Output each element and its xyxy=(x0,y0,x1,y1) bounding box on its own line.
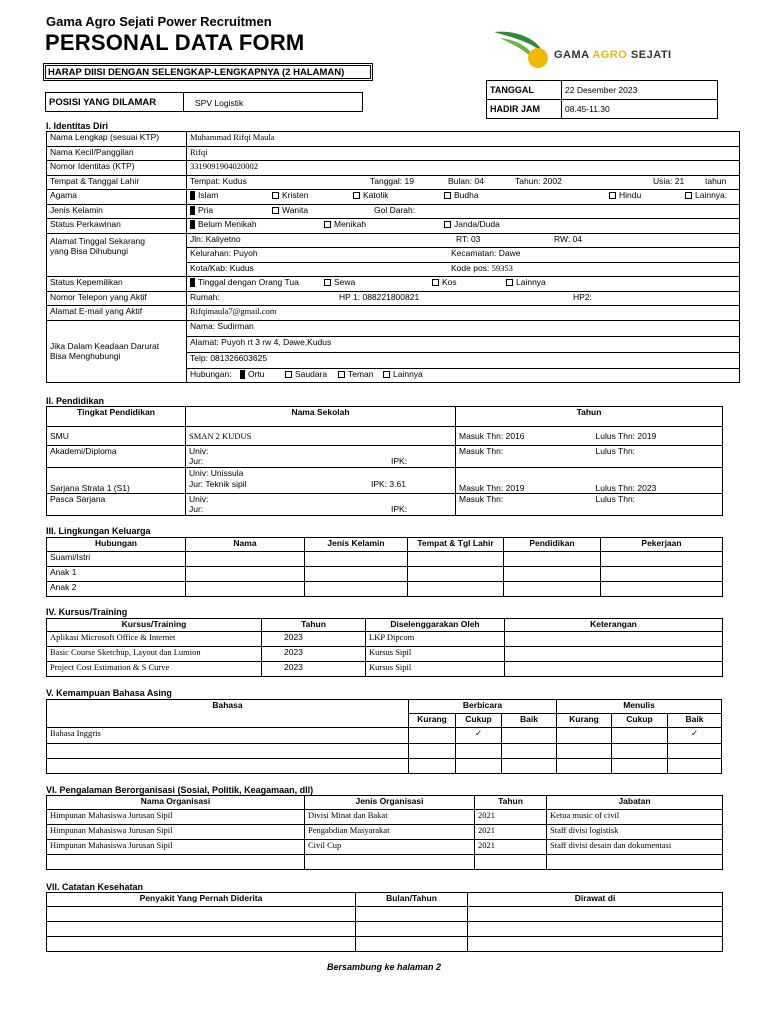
treated-at-header: Dirawat di xyxy=(468,893,723,907)
table-row: Basic Course Sketchup, Layout dan Lumion 2023 Kursus Sipil xyxy=(47,647,723,662)
training-organizer-header: Diselenggarakan Oleh xyxy=(366,619,505,632)
diploma-univ[interactable]: Univ: xyxy=(189,446,209,456)
blood-type-label[interactable]: Gol Darah: xyxy=(374,204,416,215)
nickname-value[interactable]: Rifqi xyxy=(187,146,740,161)
training-year-header: Tahun xyxy=(262,619,366,632)
religion-option-hindu[interactable]: Hindu xyxy=(609,190,641,200)
school-name-header: Nama Sekolah xyxy=(186,407,456,427)
leaf-logo-icon xyxy=(492,28,552,72)
master-major[interactable]: Jur: xyxy=(189,504,204,514)
table-row xyxy=(47,552,723,567)
training-course-header: Kursus/Training xyxy=(47,619,262,632)
logo-wordmark: GAMA AGRO SEJATI xyxy=(554,49,672,61)
family-row-label: Anak 2 xyxy=(47,582,186,597)
gender-option-male[interactable]: Pria xyxy=(190,205,213,215)
language-english[interactable]: Bahasa Inggris xyxy=(47,728,409,744)
ownership-option-other[interactable]: Lainnya xyxy=(506,277,546,287)
family-row-label: Suami/Istri xyxy=(47,552,186,567)
master-gpa[interactable]: IPK: xyxy=(391,504,408,514)
birth-label: Tempat & Tanggal Lahir xyxy=(47,175,187,190)
district-value[interactable]: Kecamatan: Dawe xyxy=(451,248,521,258)
fill-notice: HARAP DIISI DENGAN SELENGKAP-LENGKAPNYA (2 HALAMAN) xyxy=(45,65,371,79)
relation-option-sibling[interactable]: Saudara xyxy=(285,369,327,379)
family-table xyxy=(46,537,723,597)
table-row xyxy=(47,922,723,937)
age-value[interactable]: Usia: 21 xyxy=(653,175,685,186)
training-table xyxy=(46,618,723,677)
section-organization-title: VI. Pengalaman Berorganisasi (Sosial, Politik, Keagamaan, dll) xyxy=(46,785,314,795)
family-relation-header: Hubungan xyxy=(47,538,186,552)
email-label: Alamat E-mail yang Aktif xyxy=(47,306,187,321)
ownership-option-kos[interactable]: Kos xyxy=(432,277,457,287)
mobile-phone-1[interactable]: HP 1: 088221800821 xyxy=(339,291,420,302)
ownership-option-rent[interactable]: Sewa xyxy=(324,277,355,287)
emergency-name[interactable]: Nama: Sudirman xyxy=(187,320,740,336)
city-value[interactable]: Kota/Kab: Kudus xyxy=(190,262,254,273)
continued-note: Bersambung ke halaman 2 xyxy=(326,962,442,972)
diploma-grad-year[interactable]: Lulus Thn: xyxy=(593,446,723,468)
diploma-gpa[interactable]: IPK: xyxy=(391,456,408,466)
table-row xyxy=(47,567,723,582)
religion-option-katolik[interactable]: Katolik xyxy=(353,190,389,200)
postal-code[interactable]: Kode pos: 59353 xyxy=(451,262,513,273)
emergency-label: Jika Dalam Keadaan Darurat Bisa Menghubungi xyxy=(47,320,187,383)
address-label: Alamat Tinggal Sekarang yang Bisa Dihubungi xyxy=(47,233,187,277)
religion-label: Agama xyxy=(47,190,187,205)
phone-label: Nomor Telepon yang Aktif xyxy=(47,291,187,306)
table-row xyxy=(47,937,723,952)
marital-option-married[interactable]: Menikah xyxy=(324,219,366,229)
gender-option-female[interactable]: Wanita xyxy=(272,205,308,215)
marital-label: Status Perkawinan xyxy=(47,219,187,234)
full-name-value[interactable]: Muhammad Rifqi Maula xyxy=(187,132,740,147)
bachelor-gpa[interactable]: IPK: 3.61 xyxy=(371,479,406,489)
diploma-entry-year[interactable]: Masuk Thn: xyxy=(456,446,593,468)
company-logo xyxy=(492,28,722,72)
writing-baik-check[interactable]: ✓ xyxy=(668,728,722,744)
health-table xyxy=(46,892,723,952)
master-univ[interactable]: Univ: xyxy=(189,494,209,504)
religion-option-budha[interactable]: Budha xyxy=(444,190,479,200)
gender-label: Jenis Kelamin xyxy=(47,204,187,219)
section-training-title: IV. Kursus/Training xyxy=(46,607,128,617)
religion-option-kristen[interactable]: Kristen xyxy=(272,190,308,200)
age-unit: tahun xyxy=(705,175,727,186)
bachelor-grad-year[interactable]: Lulus Thn: 2023 xyxy=(593,468,723,494)
village-value[interactable]: Kelurahan: Puyoh xyxy=(190,248,258,258)
full-name-label: Nama Lengkap (sesuai KTP) xyxy=(47,132,187,147)
emergency-relation-label: Hubungan: xyxy=(190,368,232,379)
emergency-address[interactable]: Alamat: Puyoh rt 3 rw 4, Dawe,Kudus xyxy=(187,336,740,352)
birth-day[interactable]: Tanggal: 19 xyxy=(370,175,414,186)
relation-option-parent[interactable]: Ortu xyxy=(240,369,265,379)
table-row: Himpunan Mahasiswa Jurusan Sipil Civil Cup 2021 Staff divisi desain dan dokumentasi xyxy=(47,840,723,855)
date-value[interactable]: 22 Desember 2023 xyxy=(562,81,718,100)
home-phone[interactable]: Rumah: xyxy=(190,291,220,302)
bachelor-univ[interactable]: Univ: Unissula xyxy=(189,468,244,478)
rw-value[interactable]: RW: 04 xyxy=(554,233,583,244)
org-type-header: Jenis Organisasi xyxy=(305,796,475,810)
table-row xyxy=(47,744,722,759)
education-table xyxy=(46,406,723,516)
section-language-title: V. Kemampuan Bahasa Asing xyxy=(46,688,172,698)
section-identity-title: I. Identitas Diri xyxy=(46,121,109,131)
company-subtitle: Gama Agro Sejati Power Recruitmen xyxy=(46,14,272,29)
emergency-phone[interactable]: Telp: 081326603625 xyxy=(187,352,740,368)
date-label: TANGGAL xyxy=(487,81,562,100)
nickname-label: Nama Kecil/Panggilan xyxy=(47,146,187,161)
speaking-header: Berbicara xyxy=(409,700,557,714)
language-header: Bahasa xyxy=(47,700,409,728)
bachelor-entry-year[interactable]: Masuk Thn: 2019 xyxy=(456,468,593,494)
rt-value[interactable]: RT: 03 xyxy=(456,233,481,244)
org-position-header: Jabatan xyxy=(547,796,723,810)
master-entry-year[interactable]: Masuk Thn: xyxy=(456,494,593,516)
position-label: POSISI YANG DILAMAR xyxy=(49,97,157,108)
family-row-label: Anak 1 xyxy=(47,567,186,582)
table-row xyxy=(47,855,723,870)
master-grad-year[interactable]: Lulus Thn: xyxy=(593,494,723,516)
level-bachelor: Sarjana Strata 1 (S1) xyxy=(47,468,186,494)
position-applied-box xyxy=(45,92,363,112)
position-value[interactable]: SPV Logistik xyxy=(195,98,244,108)
family-name-header: Nama xyxy=(186,538,305,552)
ownership-label: Status Kepemilikan xyxy=(47,277,187,292)
table-row: Aplikasi Microsoft Office & Internet 2023 LKP Dipcom xyxy=(47,632,723,647)
table-row xyxy=(47,582,723,597)
school-smu[interactable]: SMAN 2 KUDUS xyxy=(186,427,456,446)
relation-option-other[interactable]: Lainnya xyxy=(383,369,423,379)
email-value[interactable]: Rifqimaula7@gmail.com xyxy=(187,306,740,321)
section-health-title: VII. Catatan Kesehatan xyxy=(46,882,144,892)
family-gender-header: Jenis Kelamin xyxy=(305,538,408,552)
attendance-table xyxy=(486,80,718,119)
illness-date-header: Bulan/Tahun xyxy=(356,893,468,907)
year-header: Tahun xyxy=(456,407,723,427)
table-row xyxy=(47,907,723,922)
organization-table xyxy=(46,795,723,870)
education-level-header: Tingkat Pendidikan xyxy=(47,407,186,427)
form-title: PERSONAL DATA FORM xyxy=(45,30,305,55)
section-family-title: III. Lingkungan Keluarga xyxy=(46,526,151,536)
speaking-cukup-check[interactable]: ✓ xyxy=(456,728,502,744)
language-table: Bahasa Berbicara Menulis Kurang Cukup Baik Kurang Cukup Baik Bahasa Inggris ✓ ✓ xyxy=(46,699,722,774)
birth-place[interactable]: Tempat: Kudus xyxy=(190,175,247,186)
birth-year[interactable]: Tahun: 2002 xyxy=(515,175,562,186)
smu-entry-year[interactable]: Masuk Thn: 2016 xyxy=(456,427,593,446)
identity-table xyxy=(46,131,740,383)
diploma-major[interactable]: Jur: xyxy=(189,456,204,466)
training-notes-header: Keterangan xyxy=(505,619,723,632)
level-diploma: Akademi/Diploma xyxy=(47,446,186,468)
family-birth-header: Tempat & Tgl Lahir xyxy=(408,538,504,552)
org-name-header: Nama Organisasi xyxy=(47,796,305,810)
org-year-header: Tahun xyxy=(475,796,547,810)
id-number-value[interactable]: 3319091904020002 xyxy=(187,161,740,176)
time-label: HADIR JAM xyxy=(487,100,562,119)
religion-option-islam[interactable]: Islam xyxy=(190,190,218,200)
street-value[interactable]: Jln: Kaliyetno xyxy=(190,233,241,244)
table-row xyxy=(47,759,722,774)
id-number-label: Nomor Identitas (KTP) xyxy=(47,161,187,176)
bachelor-major[interactable]: Jur: Teknik sipil xyxy=(189,479,247,489)
relation-option-friend[interactable]: Teman xyxy=(338,369,374,379)
table-row: Himpunan Mahasiswa Jurusan Sipil Divisi Minat dan Bakat 2021 Ketua music of civil xyxy=(47,810,723,825)
level-master: Pasca Sarjana xyxy=(47,494,186,516)
writing-header: Menulis xyxy=(557,700,722,714)
table-row: Himpunan Mahasiswa Jurusan Sipil Pengabdian Masyarakat 2021 Staff divisi logistisk xyxy=(47,825,723,840)
marital-option-single[interactable]: Belum Menikah xyxy=(190,219,257,229)
birth-month[interactable]: Bulan: 04 xyxy=(448,175,484,186)
time-value[interactable]: 08.45-11.30 xyxy=(562,100,718,119)
family-education-header: Pendidikan xyxy=(504,538,601,552)
family-job-header: Pekerjaan xyxy=(601,538,723,552)
level-smu: SMU xyxy=(47,427,186,446)
table-row: Project Cost Estimation & S Curve 2023 Kursus Sipil xyxy=(47,662,723,677)
table-row xyxy=(47,728,722,744)
section-education-title: II. Pendidikan xyxy=(46,396,105,406)
ownership-option-parents[interactable]: Tinggal dengan Orang Tua xyxy=(190,277,299,287)
smu-grad-year[interactable]: Lulus Thn: 2019 xyxy=(593,427,723,446)
marital-option-widowed[interactable]: Janda/Duda xyxy=(444,219,500,229)
mobile-phone-2[interactable]: HP2: xyxy=(573,291,592,302)
illness-header: Penyakit Yang Pernah Diderita xyxy=(47,893,356,907)
religion-option-other[interactable]: Lainnya: xyxy=(685,190,727,200)
